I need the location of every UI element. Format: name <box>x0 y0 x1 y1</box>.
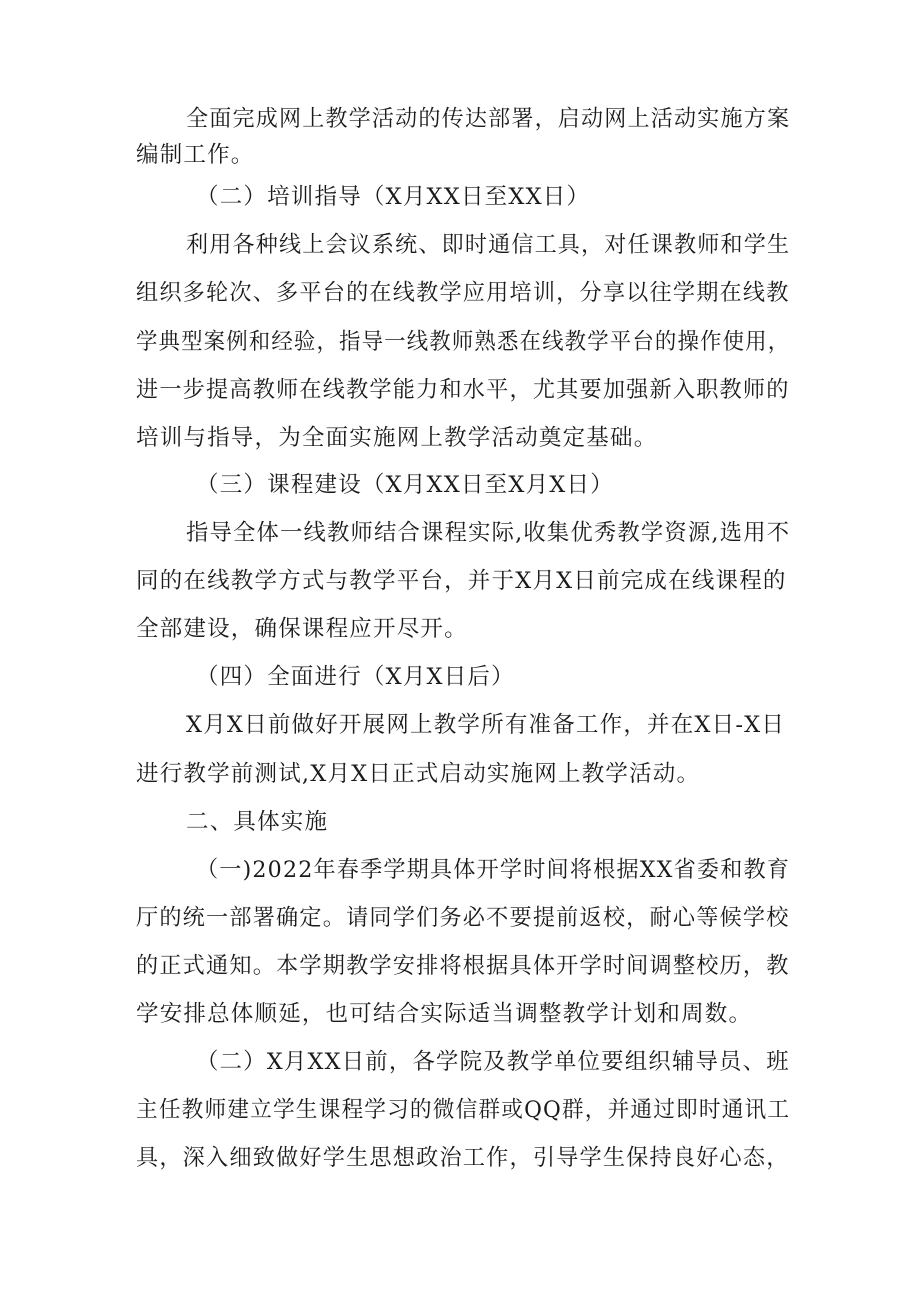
text-line: 培训与指导，为全面实施网上教学活动奠定基础。 <box>136 425 658 451</box>
text-line: （一)2022年春季学期具体开学时间将根据XX省委和教育 <box>196 857 791 883</box>
text-line: 厅的统一部署确定。请同学们务必不要提前返校，耐心等候学校 <box>136 905 790 931</box>
text-line: 编制工作。 <box>136 142 255 168</box>
section-heading: （二）培训指导（X月XX日至XX日） <box>196 184 591 210</box>
text-line: X月X日前做好开展网上教学所有准备工作，并在X日-X日 <box>186 712 786 738</box>
text-line: 具，深入细致做好学生思想政治工作，引导学生保持良好心态， <box>136 1145 790 1171</box>
text-line: 同的在线教学方式与教学平台，并于X月X日前完成在线课程的 <box>136 568 787 594</box>
text-line: 指导全体一线教师结合课程实际,收集优秀教学资源,选用不 <box>186 520 791 546</box>
text-line: 主任教师建立学生课程学习的微信群或QQ群，并通过即时通讯工 <box>136 1097 791 1123</box>
text-line: 学典型案例和经验，指导一线教师熟悉在线教学平台的操作使用， <box>136 329 791 355</box>
text-line: 组织多轮次、多平台的在线教学应用培训，分享以往学期在线教 <box>136 280 790 306</box>
text-line: 进行教学前测试,X月X日正式启动实施网上教学活动。 <box>136 761 701 787</box>
text-line: 全面完成网上教学活动的传达部署，启动网上活动实施方案 <box>186 106 791 132</box>
section-heading: （四）全面进行（X月X日后） <box>196 664 515 690</box>
text-line: 全部建设，确保课程应开尽开。 <box>136 616 468 642</box>
text-line: （二）X月XX日前，各学院及教学单位要组织辅导员、班 <box>196 1049 790 1075</box>
text-line: 的正式通知。本学期教学安排将根据具体开学时间调整校历，教 <box>136 953 790 979</box>
text-line: 学安排总体顺延，也可结合实际适当调整教学计划和周数。 <box>136 1001 753 1027</box>
section-heading: 二、具体实施 <box>186 809 329 835</box>
text-line: 利用各种线上会议系统、即时通信工具，对任课教师和学生 <box>186 232 791 258</box>
section-heading: （三）课程建设（X月XX日至X月X日） <box>196 472 614 498</box>
text-line: 进一步提高教师在线教学能力和水平，尤其要加强新入职教师的 <box>136 377 790 403</box>
